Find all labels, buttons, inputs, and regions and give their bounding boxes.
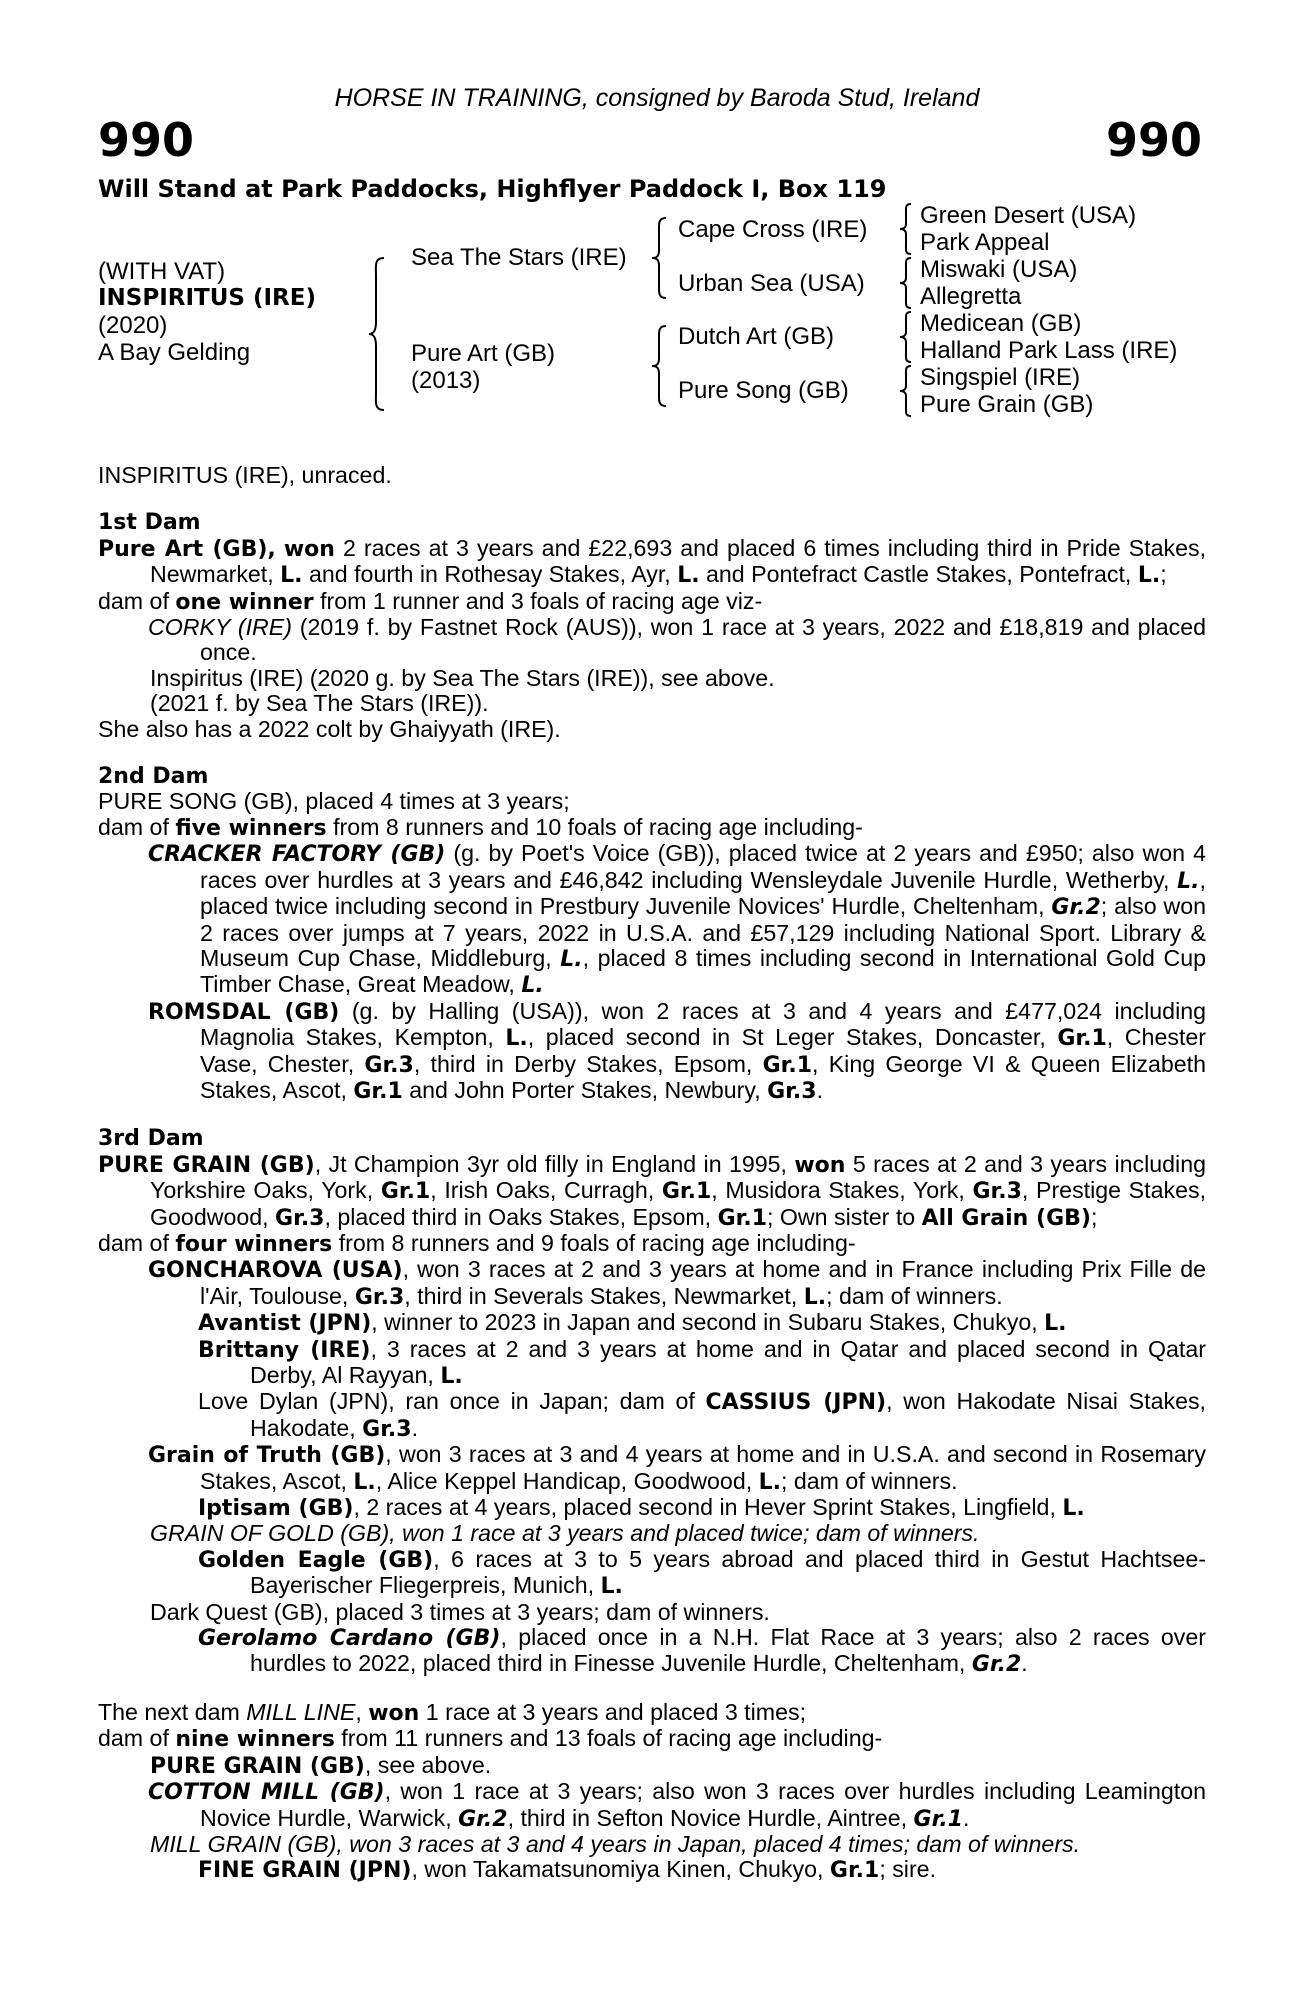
pedigree-ssd: Park Appeal (920, 229, 1050, 256)
pedigree-sire-sire: Cape Cross (IRE) (678, 216, 868, 243)
produce-dark-quest: Dark Quest (GB), placed 3 times at 3 years; dam of winners. (150, 1598, 770, 1625)
produce-gerolamo-cardano: Gerolamo Cardano (GB), placed once in a N.H. Flat Race at 3 years; also 2 races over hurdles to 2022, placed third in Finesse Juvenile Hurdle, Cheltenham, Gr.2. (198, 1624, 1206, 1678)
pedigree-dds: Singspiel (IRE) (920, 364, 1081, 391)
third-dam-heading: 3rd Dam (98, 1126, 204, 1152)
produce-2021-filly: (2021 f. by Sea The Stars (IRE)). (150, 690, 489, 717)
produce-cotton-mill: COTTON MILL (GB), won 1 race at 3 years; also won 3 races over hurdles including Leamington Novice Hurdle, Warwick, Gr.2, third in Sefton Novice Hurdle, Aintree, Gr.1. (148, 1778, 1206, 1832)
pedigree-sdd: Allegretta (920, 283, 1022, 310)
produce-mill-grain: MILL GRAIN (GB), won 3 races at 3 and 4 years in Japan, placed 4 times; dam of winners. (150, 1830, 1081, 1857)
produce-fine-grain: FINE GRAIN (JPN), won Takamatsunomiya Kinen, Chukyo, Gr.1; sire. (198, 1856, 937, 1884)
produce-inspiritus: Inspiritus (IRE) (2020 g. by Sea The Stars (IRE)), see above. (150, 664, 775, 691)
pedigree-dam: Pure Art (GB) (411, 340, 556, 367)
lot-number-left: 990 (98, 113, 195, 167)
first-dam-entry: Pure Art (GB), won 2 races at 3 years and £22,693 and placed 6 times including third in Pride Stakes, Newmarket, L. and fourth in Rothesay Stakes, Ayr, L. and Pontefract Castle Stakes, Pontefract, L.; (98, 534, 1207, 589)
lot-number-right: 990 (1105, 113, 1202, 167)
produce-iptisam: Iptisam (GB), 2 races at 4 years, placed second in Hever Sprint Stakes, Lingfield, L. (198, 1494, 1085, 1522)
produce-2022-colt: She also has a 2022 colt by Ghaiyyath (IRE). (98, 715, 561, 742)
catalogue-notes (98, 463, 1206, 1884)
first-dam-heading: 1st Dam (98, 510, 201, 536)
produce-brittany: Brittany (IRE), 3 races at 2 and 3 years at home and in Qatar and placed second in Qatar Derby, Al Rayyan, L. (198, 1335, 1206, 1389)
pedigree-dam-year: (2013) (411, 367, 481, 394)
produce-grain-of-gold: GRAIN OF GOLD (GB), won 1 race at 3 years and placed twice; dam of winners. (150, 1520, 980, 1547)
produce-goncharova: GONCHAROVA (USA), won 3 races at 2 and 3 years at home and in France including Prix Fille de l'Air, Toulouse, Gr.3, third in Severals Stakes, Newmarket, L.; dam of winners. (148, 1256, 1207, 1310)
pedigree-dss: Medicean (GB) (920, 310, 1082, 337)
produce-grain-of-truth: Grain of Truth (GB), won 3 races at 3 and 4 years at home and in U.S.A. and second in Rosemary Stakes, Ascot, L., Alice Keppel Handicap, Goodwood, L.; dam of winners. (148, 1441, 1206, 1495)
horse-description: A Bay Gelding (98, 339, 251, 366)
intro-line: INSPIRITUS (IRE), unraced. (98, 462, 392, 488)
produce-love-dylan: Love Dylan (JPN), ran once in Japan; dam of CASSIUS (JPN), won Hakodate Nisai Stakes, Hakodate, Gr.3. (198, 1388, 1206, 1442)
pedigree-brace-dam (650, 324, 670, 408)
pedigree-brace-ds (898, 310, 914, 364)
pedigree-brace-dd (898, 364, 914, 418)
pedigree-brace-ss (898, 202, 914, 256)
pedigree-brace-main (368, 256, 388, 412)
produce-corky: CORKY (IRE) (2019 f. by Fastnet Rock (AUS)), won 1 race at 3 years, 2022 and £18,819 and placed once. (148, 614, 1206, 666)
pedigree-sire: Sea The Stars (IRE) (411, 244, 627, 271)
pedigree-sss: Green Desert (USA) (920, 202, 1137, 229)
second-dam-entry: PURE SONG (GB), placed 4 times at 3 years; (98, 788, 570, 815)
pedigree-sds: Miswaki (USA) (920, 256, 1078, 283)
vat-note: (WITH VAT) (98, 258, 226, 285)
second-dam-heading: 2nd Dam (98, 764, 209, 790)
produce-pure-grain: PURE GRAIN (GB), see above. (150, 1751, 492, 1779)
produce-cracker-factory: CRACKER FACTORY (GB) (g. by Poet's Voice (GB)), placed twice at 2 years and £950; also won 4 races over hurdles at 3 years and £46,842 including Wensleydale Juvenile Hurdle, Wetherby, L., placed twice including second in Prestbury Juvenile Novices' Hurdle, Cheltenham, Gr.2; also won 2 races over jumps at 7 years, 2022 in U.S.A. and £57,129 including National Sport. Library & Museum Cup Chase, Middleburg, L., placed 8 times including second in International Gold Cup Timber Chase, Great Meadow, L. (148, 840, 1207, 999)
third-dam-produce-summary: dam of four winners from 8 runners and 9 foals of racing age including- (98, 1229, 856, 1257)
first-dam-produce-summary: dam of one winner from 1 runner and 3 foals of racing age viz- (98, 587, 763, 615)
pedigree-ddd: Pure Grain (GB) (920, 391, 1094, 418)
pedigree-sire-dam: Urban Sea (USA) (678, 270, 865, 297)
third-dam-entry: PURE GRAIN (GB), Jt Champion 3yr old filly in England in 1995, won 5 races at 2 and 3 years including Yorkshire Oaks, York, Gr.1, Irish Oaks, Curragh, Gr.1, Musidora Stakes, York, Gr.3, Prestige Stakes, Goodwood, Gr.3, placed third in Oaks Stakes, Epsom, Gr.1; Own sister to All Grain (GB); (98, 1150, 1207, 1231)
next-dam-entry: The next dam MILL LINE, won 1 race at 3 years and placed 3 times; (98, 1698, 807, 1726)
page-heading: HORSE IN TRAINING, consigned by Baroda Stud, Ireland (334, 84, 980, 112)
horse-year: (2020) (98, 312, 168, 339)
produce-avantist: Avantist (JPN), winner to 2023 in Japan and second in Subaru Stakes, Chukyo, L. (198, 1309, 1067, 1337)
stand-location: Will Stand at Park Paddocks, Highflyer Paddock I, Box 119 (98, 175, 887, 203)
second-dam-produce-summary: dam of five winners from 8 runners and 10 foals of racing age including- (98, 813, 863, 841)
produce-golden-eagle: Golden Eagle (GB), 6 races at 3 to 5 years abroad and placed third in Gestut Hachtsee-Bayerischer Fliegerpreis, Munich, L. (198, 1545, 1206, 1600)
pedigree-dam-sire: Dutch Art (GB) (678, 323, 835, 350)
produce-romsdal: ROMSDAL (GB) (g. by Halling (USA)), won 2 races at 3 and 4 years and £477,024 including Magnolia Stakes, Kempton, L., placed second in St Leger Stakes, Doncaster, Gr.1, Chester Vase, Chester, Gr.3, third in Derby Stakes, Epsom, Gr.1, King George VI & Queen Elizabeth Stakes, Ascot, Gr.1 and John Porter Stakes, Newbury, Gr.3. (148, 997, 1207, 1104)
pedigree-brace-sire (650, 216, 670, 300)
next-dam-produce-summary: dam of nine winners from 11 runners and 13 foals of racing age including- (98, 1725, 883, 1753)
pedigree-brace-sd (898, 256, 914, 310)
horse-name: INSPIRITUS (IRE) (98, 285, 316, 311)
pedigree-dsd: Halland Park Lass (IRE) (920, 337, 1178, 364)
pedigree-dam-dam: Pure Song (GB) (678, 377, 849, 404)
